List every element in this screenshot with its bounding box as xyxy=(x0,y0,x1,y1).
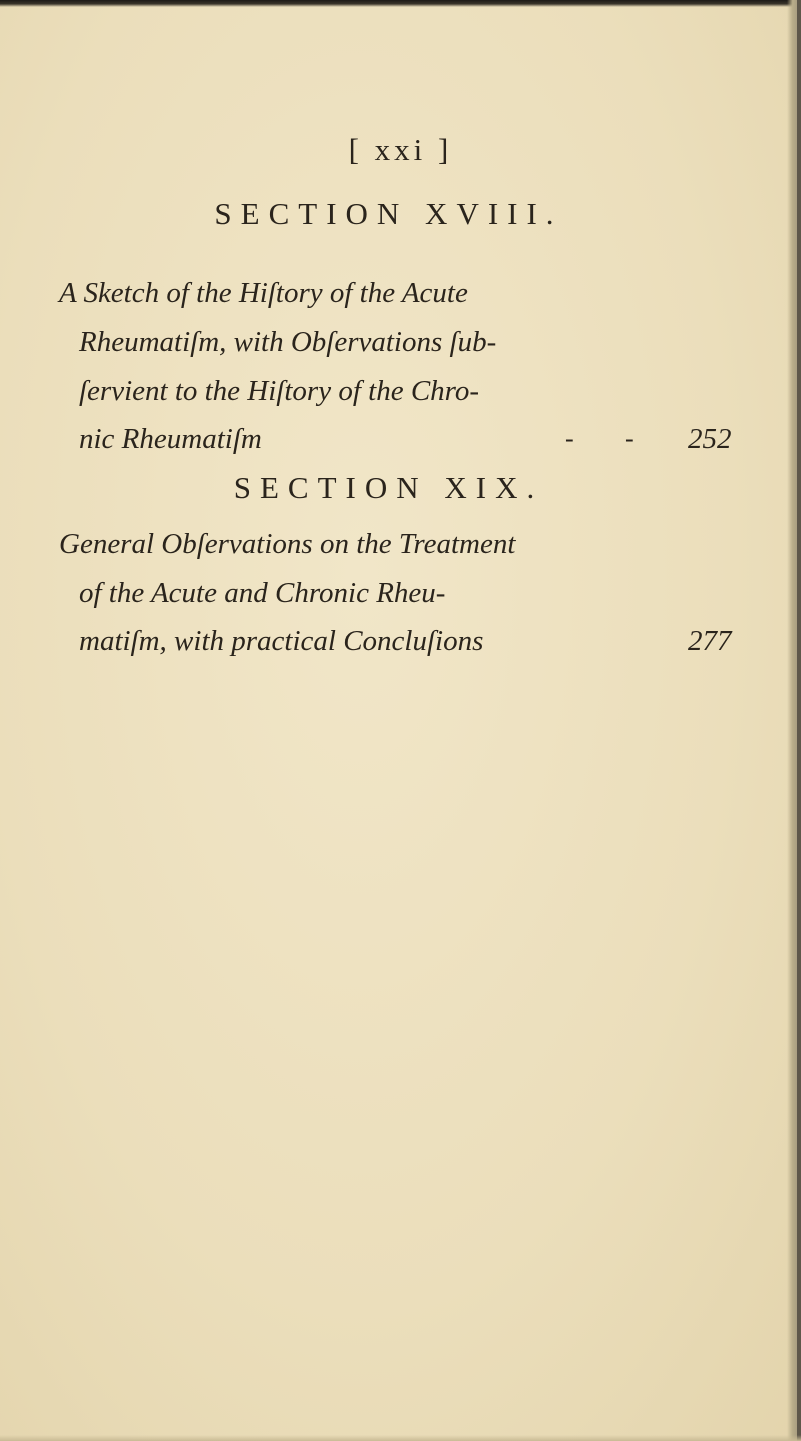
page-bottom-edge xyxy=(0,1435,801,1441)
entry-line: A Sketch of the Hiſtory of the Acute xyxy=(59,277,468,309)
entry-line: Rheumatiſm, with Obſervations ſub- xyxy=(79,326,497,358)
binding-shadow xyxy=(797,0,801,1441)
dot-leader: - xyxy=(625,424,634,453)
dot-leader: - xyxy=(565,424,574,453)
section-heading-xviii: SECTION XVIII. xyxy=(214,196,563,231)
entry-line: of the Acute and Chronic Rheu- xyxy=(79,577,446,609)
page-folio: [ xxi ] xyxy=(348,132,453,167)
page-top-edge xyxy=(0,0,801,7)
page-number: 252 xyxy=(688,423,732,455)
entry-line: ſervient to the Hiſtory of the Chro- xyxy=(79,375,480,407)
section-heading-xix: SECTION XIX. xyxy=(233,470,544,505)
entry-line: nic Rheumatiſm xyxy=(79,423,262,455)
page-number: 277 xyxy=(688,625,732,657)
entry-line: matiſm, with practical Concluſions xyxy=(79,625,484,657)
entry-line: General Obſervations on the Treatment xyxy=(59,528,516,560)
